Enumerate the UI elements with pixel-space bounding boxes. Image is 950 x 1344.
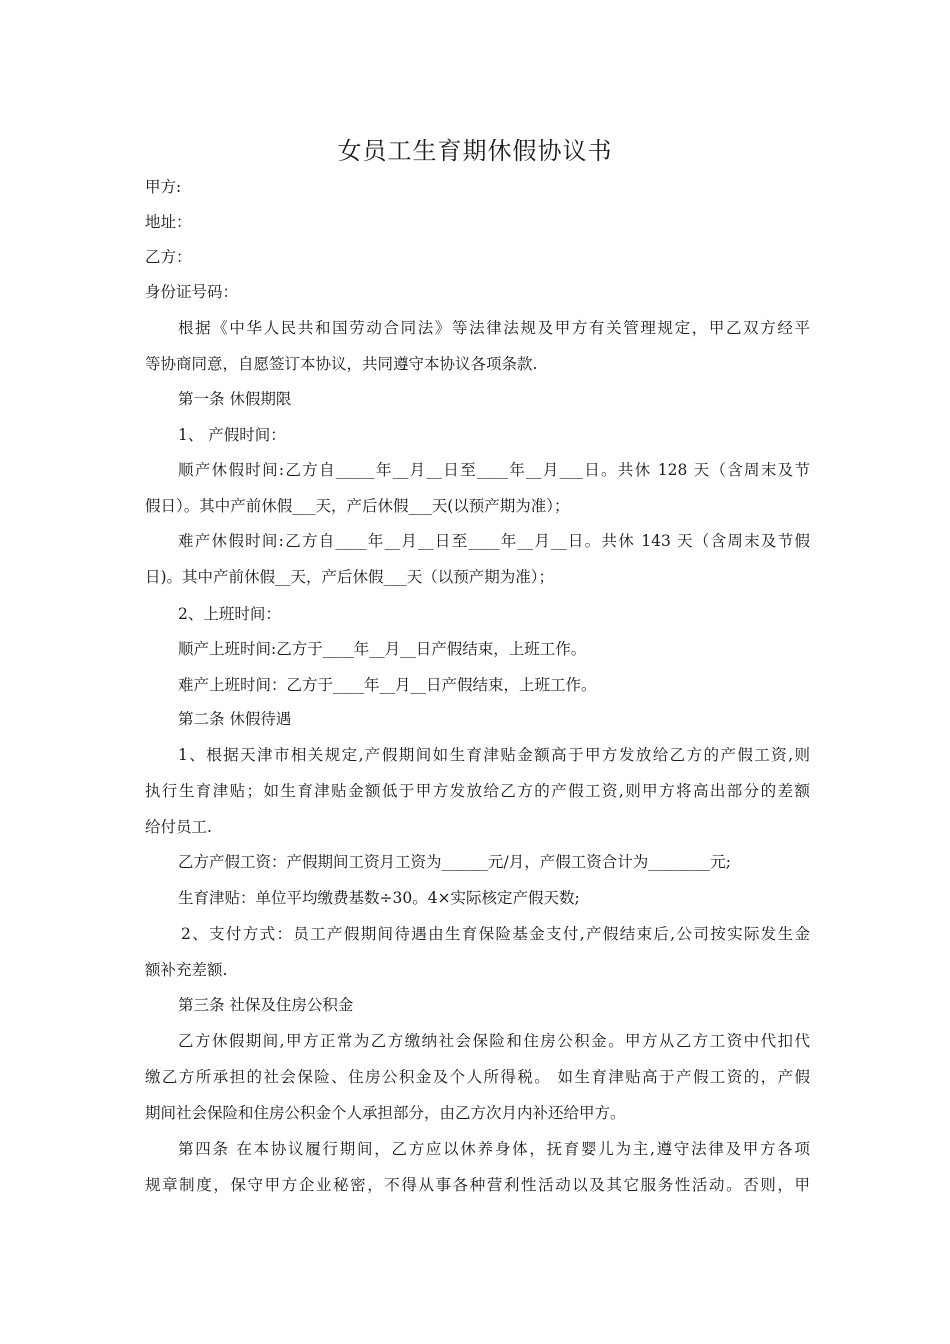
article-4-line-1: 第四条 在本协议履行期间，乙方应以休养身体，抚育婴儿为主,遵守法律及甲方各项 (178, 1140, 810, 1158)
difficult-birth-leave-line-1: 难产休假时间:乙方自____年__月__日至____年__月__日。共休 143 天（含周末及节假 (178, 532, 810, 550)
normal-birth-leave-line-1: 顺产休假时间:乙方自_____年__月__日至____年__月___日。共休 128 天（含周末及节 (178, 461, 810, 479)
social-insurance-line-1: 乙方休假期间,甲方正常为乙方缴纳社会保险和住房公积金。甲方从乙方工资中代扣代 (178, 1032, 810, 1050)
article-4-line-2: 规章制度，保守甲方企业秘密，不得从事各种营利性活动以及其它服务性活动。否则，甲 (145, 1176, 810, 1194)
social-insurance-line-3: 期间社会保险和住房公积金个人承担部分，由乙方次月内补还给甲方。 (145, 1104, 626, 1122)
benefit-clause-line-2: 执行生育津贴；如生育津贴金额低于甲方发放给乙方的产假工资,则甲方将高出部分的差额 (145, 782, 810, 800)
article-1-heading: 第一条 休假期限 (178, 390, 292, 408)
id-number-line: 身份证号码： (145, 283, 239, 301)
article-2-heading: 第二条 休假待遇 (178, 710, 292, 728)
article-3-heading: 第三条 社保及住房公积金 (178, 996, 354, 1014)
normal-birth-leave-line-2: 假日）。其中产前休假___天，产后休假___天(以预产期为准）； (145, 497, 570, 515)
maternity-allowance-line: 生育津贴：单位平均缴费基数÷30。4×实际核定产假天数; (178, 889, 580, 907)
payment-method-line-2: 额补充差额. (145, 961, 228, 979)
difficult-birth-leave-line-2: 日)。其中产前休假__天，产后休假___天（以预产期为准）； (145, 568, 555, 586)
preamble-line-1: 根据《中华人民共和国劳动合同法》等法律法规及甲方有关管理规定，甲乙双方经平 (178, 319, 810, 337)
address-line: 地址： (145, 213, 192, 231)
maternity-leave-heading: 1、 产假时间： (178, 426, 286, 444)
payment-method-line-1: 2、支付方式：员工产假期间待遇由生育保险基金支付,产假结束后,公司按实际发生金 (181, 925, 810, 943)
social-insurance-line-2: 缴乙方所承担的社会保险、住房公积金及个人所得税。 如生育津贴高于产假工资的，产假 (145, 1068, 810, 1086)
return-to-work-heading: 2、上班时间： (178, 605, 281, 623)
document-title: 女员工生育期休假协议书 (337, 137, 613, 165)
party-a-line: 甲方: (145, 178, 182, 196)
maternity-wage-line: 乙方产假工资：产假期间工资月工资为______元/月，产假工资合计为________元; (178, 853, 731, 871)
normal-birth-return-line: 顺产上班时间:乙方于____年__月__日产假结束，上班工作。 (178, 640, 587, 658)
party-b-line: 乙方： (145, 248, 192, 266)
benefit-clause-line-1: 1、根据天津市相关规定,产假期间如生育津贴金额高于甲方发放给乙方的产假工资,则 (178, 746, 810, 764)
difficult-birth-return-line: 难产上班时间：乙方于____年__月__日产假结束，上班工作。 (178, 676, 597, 694)
benefit-clause-line-3: 给付员工. (145, 818, 212, 836)
preamble-line-2: 等协商同意，自愿签订本协议，共同遵守本协议各项条款. (145, 355, 538, 373)
